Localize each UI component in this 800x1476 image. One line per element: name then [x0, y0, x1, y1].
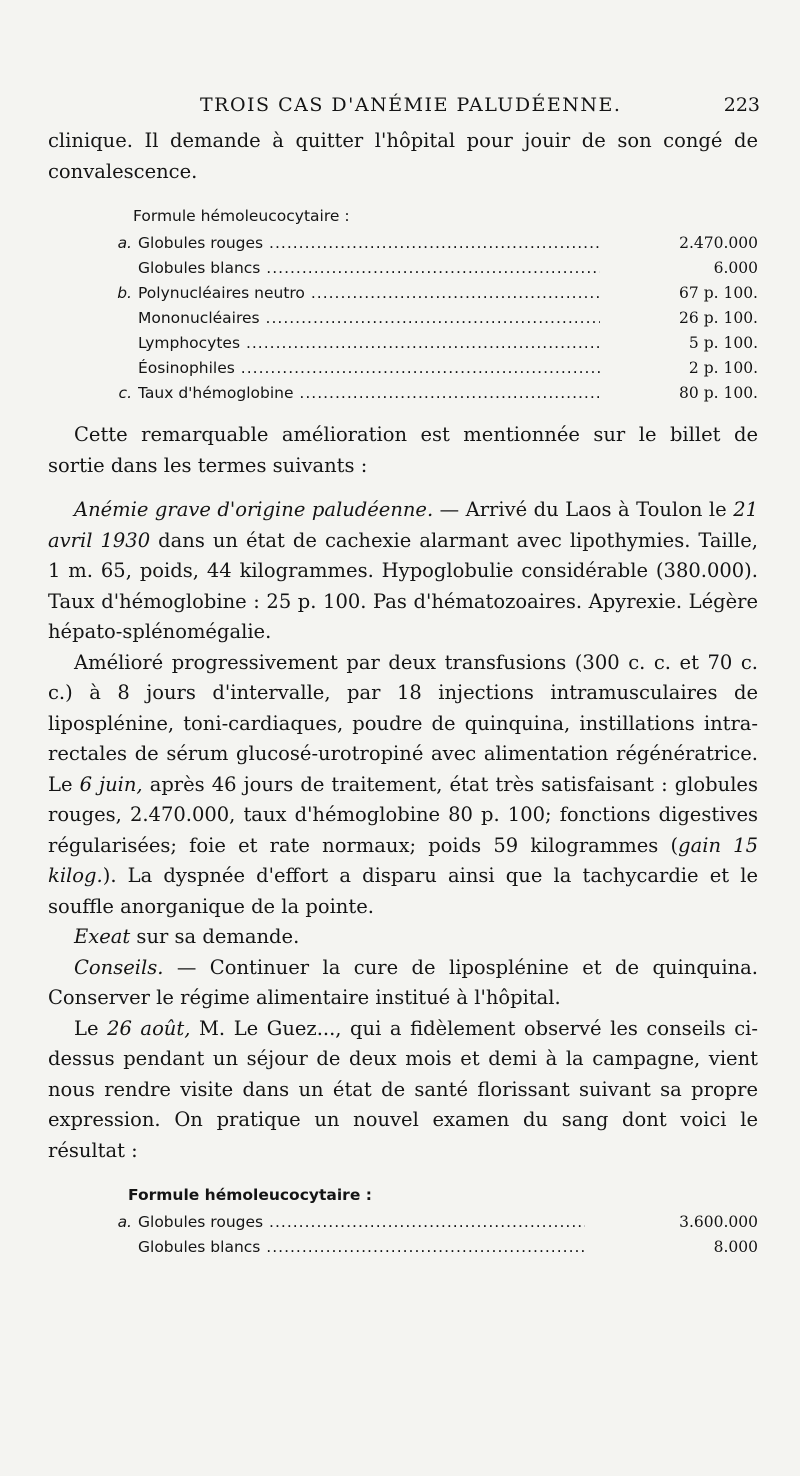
- formula-row-label: Mononucléaires .....: [138, 306, 600, 331]
- formula-row-letter: b.: [117, 284, 132, 302]
- formula-row-value: 26 p. 100.: [679, 309, 758, 327]
- formula-row-label: Globules rouges .....: [138, 231, 600, 256]
- running-title: TROIS CAS D'ANÉMIE PALUDÉENNE.: [200, 94, 622, 116]
- page-number: 223: [723, 94, 760, 116]
- formula-row-label: Globules blancs .....: [138, 1235, 585, 1260]
- text-segment: Le: [74, 1016, 108, 1040]
- formula-row-value: 5 p. 100.: [688, 334, 758, 352]
- paragraph-discharge-note: [48, 495, 758, 648]
- formula-row-value: 80 p. 100.: [679, 384, 758, 402]
- formula-row-letter: a.: [117, 1213, 132, 1231]
- treatment-date: 6 juin,: [79, 772, 143, 796]
- formula-row-label: Taux d'hémoglobine .....: [138, 381, 600, 406]
- text-segment: après 46 jours de traitement, état très satisfaisant : globules rouges, 2.470.000, taux d'hémoglobine 80 p. 100; fonctions digestives régularisées; foie et rate normaux; poids 59 kilogrammes (: [48, 772, 758, 857]
- text-segment: dans un état de cachexie alarmant avec lipothymies. Taille, 1 m. 65, poids, 44 kilogrammes. Hypoglobulie considérable (380.000). Taux d'hémoglobine : 25 p. 100. Pas d'hématozoaires. Apyrexie. Légère hépato-splénomégalie.: [48, 528, 758, 643]
- page-body: [48, 126, 758, 1274]
- formula-row-letter: a.: [117, 234, 132, 252]
- text-segment: — Continuer la cure de lipospléninе et de quinquina. Conserver le régime alimentaire institué à l'hôpital.: [48, 955, 758, 1009]
- formula-row: [48, 231, 758, 256]
- paragraph-advice: [48, 953, 758, 1014]
- formula-row: [48, 1235, 758, 1260]
- formula-row-value: 3.600.000: [679, 1213, 758, 1231]
- text-segment: M. Le Guez..., qui a fidèlement observé les conseils ci-dessus pendant un séjour de deux mois et demi à la campagne, vient nous rendre visite dans un état de santé florissant suivant sa propre expression. On pratique un nouvel examen du sang dont voici le résultat :: [48, 1016, 758, 1162]
- paragraph-improvement: Cette remarquable amélioration est mentionnée sur le billet de sortie dans les termes suivants :: [48, 423, 758, 477]
- follow-up-date: 26 août,: [107, 1016, 191, 1040]
- formula-row-value: 8.000: [713, 1238, 758, 1256]
- text-segment: Amélioré progressivement par deux transfusions (300 c. c. et 70 c. c.) à 8 jours d'intervalle, par 18 injections intramusculaires de lipospléninе, toni-cardiaques, poudre de quinquina, instillations intra-rectales de sérum glucosé-urotropiné avec alimentation régénératrice. Le: [48, 650, 758, 796]
- exeat-lead: Exeat: [74, 925, 131, 948]
- advice-lead: Conseils.: [74, 955, 164, 979]
- formula-title: Formule hémoleucocytaire :: [128, 1186, 372, 1204]
- formula-row: [48, 256, 758, 281]
- formula-row-value: 67 p. 100.: [679, 284, 758, 302]
- formula-row-value: 2.470.000: [679, 234, 758, 252]
- formula-row-label: Éosinophiles .....: [138, 356, 600, 381]
- formula-title: Formule hémoleucocytaire :: [133, 207, 350, 225]
- formula-row-label: Lymphocytes .....: [138, 331, 600, 356]
- paragraph-treatment: [48, 648, 758, 923]
- formula-row-label: Polynucléaires neutro .....: [138, 281, 600, 306]
- paragraph-continuation: clinique. Il demande à quitter l'hôpital pour jouir de son congé de convalescence.: [48, 129, 758, 183]
- diagnosis-lead: Anémie grave d'origine paludéenne.: [74, 498, 434, 521]
- page-header: [60, 90, 760, 126]
- weight-gain: gain 15 kilog.: [48, 833, 758, 887]
- formula-row: [48, 381, 758, 406]
- text-segment: — Arrivé du Laos à Toulon le: [433, 498, 734, 521]
- paragraph-follow-up: [48, 1014, 758, 1167]
- formula-row: [48, 1210, 758, 1235]
- blood-formula-1: [48, 201, 758, 406]
- formula-row-label: Globules rouges .....: [138, 1210, 585, 1235]
- arrival-date: 21 avril 1930: [48, 498, 759, 552]
- formula-row: [48, 356, 758, 381]
- text-segment: sur sa demande.: [130, 925, 300, 948]
- text-segment: ). La dyspnée d'effort a disparu ainsi que la tachycardie et le souffle anorganique de la pointe.: [48, 864, 758, 918]
- formula-row-letter: c.: [118, 384, 132, 402]
- formula-row: [48, 331, 758, 356]
- formula-row: [48, 281, 758, 306]
- blood-formula-2: [48, 1180, 758, 1260]
- formula-row-value: 6.000: [713, 259, 758, 277]
- formula-row: [48, 306, 758, 331]
- formula-row-label: Globules blancs .....: [138, 256, 600, 281]
- formula-row-value: 2 p. 100.: [688, 359, 758, 377]
- paragraph-exeat: [48, 922, 758, 953]
